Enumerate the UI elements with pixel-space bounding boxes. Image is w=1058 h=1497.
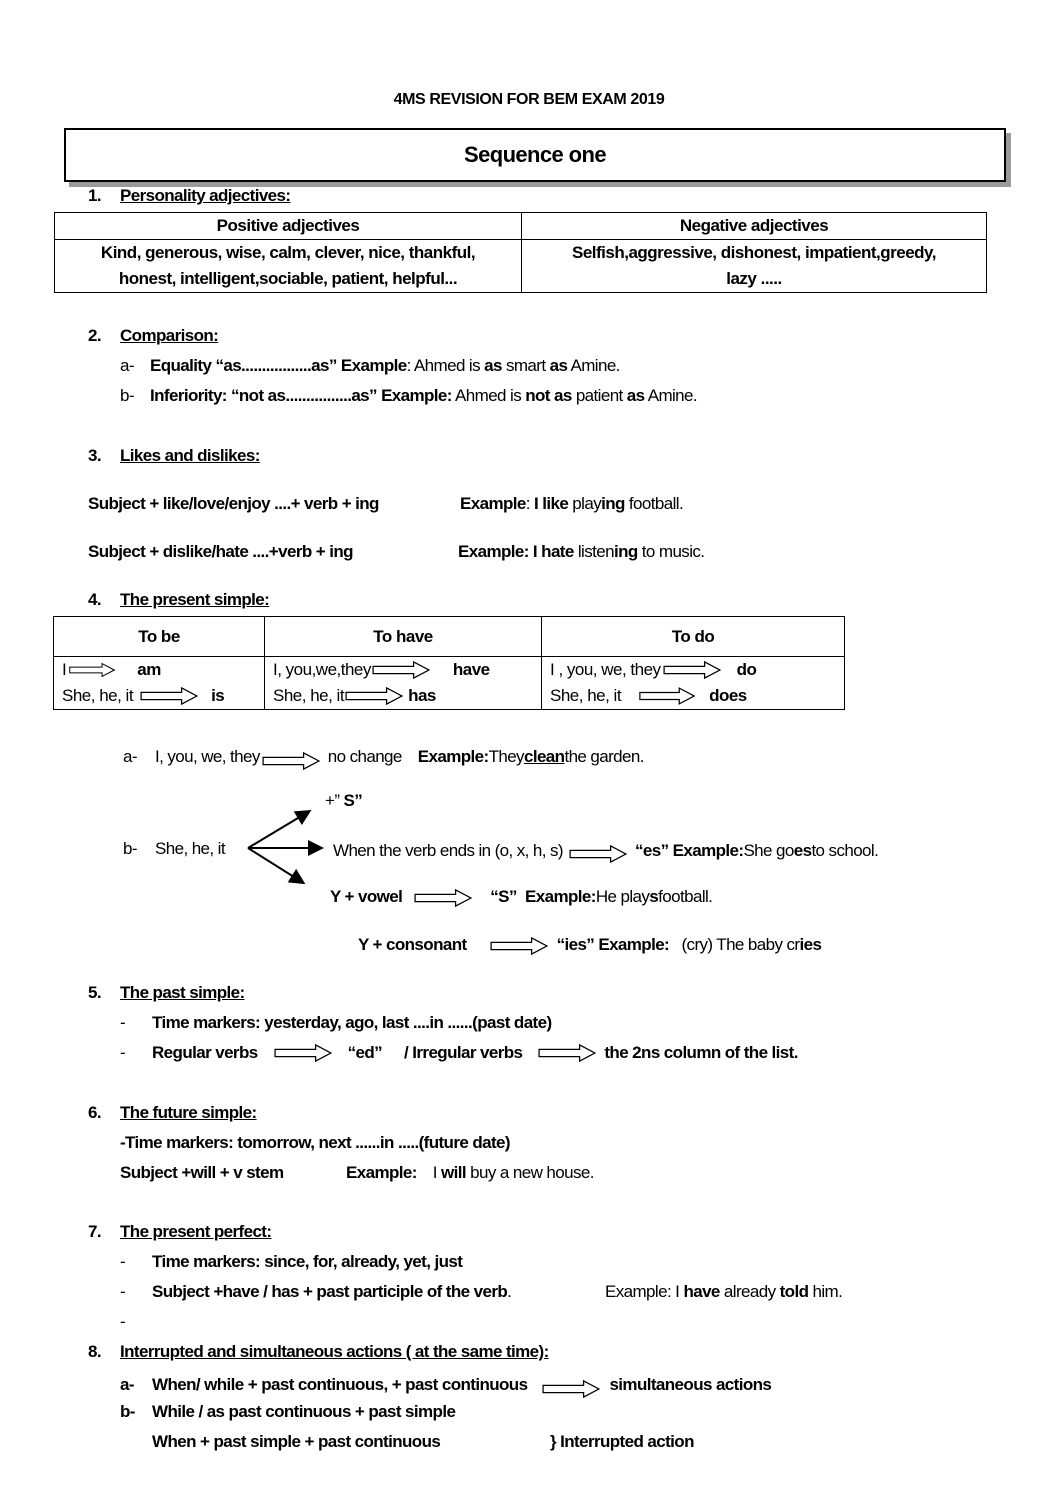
- sequence-title-box: [64, 128, 1006, 182]
- arrow-icon: [661, 661, 723, 679]
- header-to-have: To have: [265, 617, 542, 657]
- branch-add-s: +” S”: [325, 791, 363, 810]
- negative-adjectives-cell: Selfish,aggressive, dishonest, impatient,greedy, lazy .....: [522, 240, 987, 293]
- arrow-icon: [371, 661, 431, 679]
- to-be-cell: I am She, he, it is: [54, 657, 265, 710]
- comparison-equality: a- Equality “as.................as” Example: Ahmed is as smart as Amine.: [120, 356, 620, 375]
- document-title: 4MS REVISION FOR BEM EXAM 2019: [393, 91, 665, 108]
- personality-adjectives-table: [54, 212, 987, 293]
- interrupted-action-label: } Interrupted action: [550, 1432, 694, 1451]
- past-verb-rule: - Regular verbs “ed” / Irregular verbs the 2ns column of the list.: [120, 1043, 798, 1062]
- interrupted-action-rule-1: b- While / as past continuous + past simple: [120, 1402, 456, 1421]
- perfect-example: Example: I have already told him.: [605, 1282, 843, 1301]
- present-simple-rule-a: a- I, you, we, they no change Example: They clean the garden.: [123, 744, 644, 770]
- future-example: Example: I will buy a new house.: [346, 1163, 594, 1182]
- perfect-time-markers: - Time markers: since, for, already, yet, just: [120, 1252, 463, 1271]
- arrow-icon: [139, 687, 199, 705]
- to-have-cell: I, you,we,they have She, he, it has: [265, 657, 542, 710]
- branch-y-consonant-rule: Y + consonant “ies” Example: (cry) The baby cr ies: [358, 935, 822, 954]
- dislikes-example: Example: I hate listening to music.: [458, 542, 705, 561]
- dislikes-rule: Subject + dislike/hate ....+verb + ing: [88, 542, 353, 561]
- arrow-icon: [344, 687, 404, 705]
- section-8-heading: 8. Interrupted and simultaneous actions ( at the same time):: [88, 1342, 549, 1361]
- likes-rule: Subject + like/love/enjoy ....+ verb + ing: [88, 494, 379, 513]
- section-5-heading: 5. The past simple:: [88, 983, 245, 1002]
- perfect-rule: - Subject +have / has + past participle of the verb.: [120, 1282, 512, 1301]
- branch-es-rule: When the verb ends in (o, x, h, s) “es” Example: She go es to school.: [333, 839, 878, 863]
- arrow-icon: [260, 752, 322, 770]
- comparison-inferiority: b- Inferiority: “not as................as” Example: Ahmed is not as patient as Amine.: [120, 386, 698, 405]
- section-7-heading: 7. The present perfect:: [88, 1222, 272, 1241]
- arrow-icon: [639, 687, 695, 705]
- arrow-icon: [567, 845, 629, 863]
- arrow-icon: [536, 1044, 598, 1062]
- interrupted-action-rule-2: When + past simple + past continuous: [152, 1432, 441, 1451]
- arrow-icon: [272, 1044, 334, 1062]
- branch-y-vowel-rule: Y + vowel “S” Example: He play s football.: [330, 887, 713, 906]
- section-2-heading: 2. Comparison:: [88, 326, 219, 345]
- arrow-icon: [487, 937, 551, 955]
- sequence-title: Sequence one: [464, 142, 606, 167]
- section-1-heading: 1. Personality adjectives:: [88, 186, 291, 205]
- likes-example: Example: I like playing football.: [460, 494, 684, 513]
- empty-bullet: -: [120, 1312, 126, 1331]
- arrow-icon: [412, 889, 474, 907]
- past-time-markers: - Time markers: yesterday, ago, last ....in ......(past date): [120, 1013, 552, 1032]
- section-4-heading: 4. The present simple:: [88, 590, 270, 609]
- branch-arrows-icon: [240, 800, 340, 890]
- header-negative: Negative adjectives: [522, 213, 987, 240]
- future-time-markers: -Time markers: tomorrow, next ......in .....(future date): [120, 1133, 510, 1152]
- future-rule: Subject +will + v stem: [120, 1163, 284, 1182]
- header-to-be: To be: [54, 617, 265, 657]
- section-3-heading: 3. Likes and dislikes:: [88, 446, 260, 465]
- section-6-heading: 6. The future simple:: [88, 1103, 257, 1122]
- present-simple-rule-b-subject: b- She, he, it: [123, 839, 225, 858]
- header-to-do: To do: [542, 617, 845, 657]
- header-positive: Positive adjectives: [55, 213, 522, 240]
- to-do-cell: I , you, we, they do She, he, it does: [542, 657, 845, 710]
- simultaneous-actions-rule: a- When/ while + past continuous, + past continuous simultaneous actions: [120, 1372, 771, 1398]
- positive-adjectives-cell: Kind, generous, wise, calm, clever, nice, thankful, honest, intelligent,sociable, patient, helpful...: [55, 240, 522, 293]
- present-simple-table: [53, 616, 845, 710]
- arrow-icon: [69, 661, 115, 679]
- arrow-icon: [539, 1380, 603, 1398]
